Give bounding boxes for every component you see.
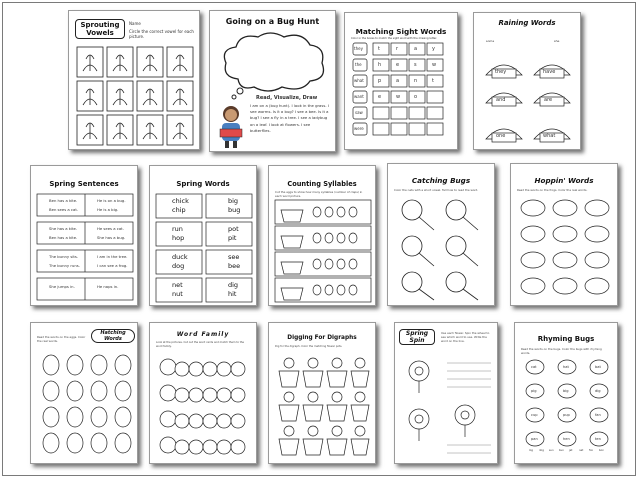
grid-letter: w [396, 94, 401, 100]
directions: Cut the eggs to show how many syllables (number of claps) in each word picture. [275, 190, 363, 198]
sentence: She has a bug. [97, 235, 126, 240]
rain-word: have [543, 69, 556, 75]
grid-letter: t [378, 46, 380, 52]
name-label: Name [129, 21, 141, 26]
grid-letter: a [414, 46, 418, 52]
sight-word-7: wer [353, 15, 358, 18]
directions: Color the nets with a short vowel. Tell how to read the word. [394, 188, 479, 192]
caterpillar-rows [156, 357, 252, 461]
sheet-sprouting-vowels [68, 10, 200, 150]
grid-letter: e [396, 62, 400, 68]
grid-letter: a [396, 78, 400, 84]
basket-grid [273, 198, 373, 304]
sheet-title: Going on a Bug Hunt [225, 17, 320, 26]
rain-word: what [543, 133, 556, 139]
sight-word-3: what [354, 78, 364, 83]
sheet-word-family [149, 322, 257, 464]
sheet-catching-bugs [387, 163, 495, 306]
grid-letter: t [432, 78, 434, 84]
sheet-title: Spring Words [176, 180, 230, 188]
bug-word: net [579, 449, 584, 452]
frog-grid [517, 196, 613, 302]
bug-word: bun [559, 449, 564, 452]
vowel-grid [75, 45, 195, 147]
sheet-title: Catching Bugs [411, 176, 471, 185]
sentence: The bunny sits. [49, 254, 79, 259]
rain-word: they [495, 69, 507, 75]
sentence: He is a big. [97, 207, 119, 212]
sheet-counting-syllables [268, 165, 376, 306]
spin-flowers [401, 359, 493, 461]
directions: Read the words on the eggs. Color the real words. [37, 335, 86, 343]
rain-word: one [496, 133, 506, 139]
bug-word: pup [563, 413, 570, 417]
sight-word-grid [351, 41, 453, 147]
bug-word: sun [549, 449, 554, 452]
bug-word: cat [531, 365, 537, 369]
spring-word: see [228, 253, 240, 261]
directions: Read the words on the frogs. Color the real words. [517, 188, 588, 192]
sentence: I am in the tree. [97, 254, 128, 259]
bug-word: pan [531, 437, 538, 441]
bug-word: log [529, 449, 533, 452]
spring-word: chip [172, 206, 186, 214]
bug-word: hen [563, 437, 570, 441]
grid-letter: e [378, 94, 382, 100]
sentence: She has a kite. [49, 226, 78, 231]
sight-word-2: the [355, 62, 362, 67]
grid-letter: s [414, 62, 417, 68]
sheet-title: Rhyming Bugs [537, 335, 595, 343]
sheet-rhyming-bugs [514, 322, 618, 464]
spring-word: nut [172, 290, 183, 298]
grid-letter: h [378, 62, 382, 68]
sentence: She jumps in. [49, 284, 75, 289]
spring-word: pot [228, 225, 239, 233]
bug-word: fan [595, 413, 601, 417]
sheet-spring-sentences [30, 165, 138, 306]
bug-word: fox [589, 449, 593, 452]
bug-word: hat [563, 365, 569, 369]
spring-word: hop [172, 234, 185, 242]
egg-grid [37, 353, 133, 461]
spring-word: big [228, 197, 239, 205]
bug-word: box [599, 449, 604, 452]
sentence: Ben has a kite. [49, 235, 78, 240]
bug-word: big [563, 389, 569, 393]
bug-word: dog [539, 449, 544, 452]
sheet-title: Hatching Words [91, 329, 135, 343]
sentence: He naps in. [97, 284, 119, 289]
spring-word: bee [228, 262, 241, 270]
directions: Use each flower. Spin the wheel to see which word to use. Write the word on the line. [441, 331, 490, 343]
sheet-title: Spring Sentences [49, 180, 119, 188]
sheet-raining-words [473, 12, 581, 150]
sheet-title: Matching Sight Words [355, 27, 447, 36]
sheet-hatching-words [30, 322, 138, 464]
sight-word-4: want [354, 94, 364, 99]
grid-letter: y [432, 46, 435, 52]
directions: Dig for the digraph. Color the matching flower pots. [275, 345, 343, 348]
spring-word: run [172, 225, 183, 233]
rain-word: and [496, 97, 506, 103]
sheet-title: Counting Syllables [287, 180, 357, 188]
sheet-bug-hunt [209, 10, 336, 152]
sentence: The bunny runs. [49, 263, 80, 268]
directions: Read the words on the bugs. Color the bugs with rhyming words. [521, 347, 602, 355]
bug-grid [521, 357, 613, 461]
spring-word: pit [228, 234, 237, 242]
bug-word: pig [531, 389, 537, 393]
grid-letter: w [432, 62, 437, 68]
rain-word: some [486, 39, 495, 43]
sentence: I can see a frog. [97, 263, 128, 268]
girl-reading-icon [214, 103, 248, 149]
sheet-spring-words [149, 165, 257, 306]
spring-word: dog [172, 262, 185, 270]
flower-pots [275, 353, 371, 461]
sheet-spring-spin [394, 322, 498, 464]
bug-word: dig [595, 389, 601, 393]
directions: Look at the pictures. Cut out the word cards and match them to the word family. [156, 341, 245, 348]
sight-word-1: they [354, 46, 363, 51]
sentence: Ben has a kite. [49, 198, 78, 203]
sheet-title: Hoppin' Words [534, 176, 594, 185]
sentence: He sees a cat. [97, 226, 124, 231]
rain-word: are [544, 97, 553, 103]
bug-word: cup [531, 413, 538, 417]
rain-word: she [554, 39, 560, 43]
sentence: Ben sees a cat. [49, 207, 79, 212]
spring-word: duck [172, 253, 188, 261]
sheet-title: Spring Spin [399, 329, 435, 345]
grid-letter: n [414, 78, 418, 84]
sheet-title: Sprouting Vowels [75, 19, 125, 39]
grid-letter: o [414, 94, 418, 100]
directions: Color in the boxes to match the sight word with the missing letter. [351, 37, 437, 40]
bug-word: ten [595, 437, 601, 441]
bug-word: bat [595, 365, 601, 369]
spring-word: hit [228, 290, 237, 298]
spring-word: net [172, 281, 183, 289]
subtitle: Read, Visualize, Draw [256, 95, 318, 101]
thought-cloud [218, 29, 330, 101]
grid-letter: r [396, 46, 399, 52]
umbrella-grid [478, 35, 578, 147]
directions: Circle the correct vowel for each picture. [129, 29, 194, 39]
sheet-digging-for-digraphs [268, 322, 376, 464]
sheet-title: Word Family [176, 331, 230, 338]
sheet-matching-sight-words [344, 12, 458, 150]
spring-word: bug [228, 206, 241, 214]
spring-word: dig [228, 281, 239, 289]
grid-letter: p [378, 78, 382, 84]
bug-nets [394, 196, 490, 302]
bug-word: jet [569, 449, 573, 452]
sight-word-6: were [354, 126, 364, 131]
sheet-title: Raining Words [498, 19, 556, 27]
sight-word-5: saw [355, 110, 363, 115]
story-text: I am on a (bug hunt). I look in the grass. I see worms. Is it a bug? I see a bee. Is it a bug? I see a fly in a tree. I see a ladybug on a leaf. I look at flowers. I see butterflies. [250, 103, 329, 133]
sentence: He is on a bug. [97, 198, 126, 203]
sheet-title: Digging For Digraphs [287, 335, 357, 341]
sheet-hoppin-words [510, 163, 618, 306]
spring-word: chick [172, 197, 189, 205]
